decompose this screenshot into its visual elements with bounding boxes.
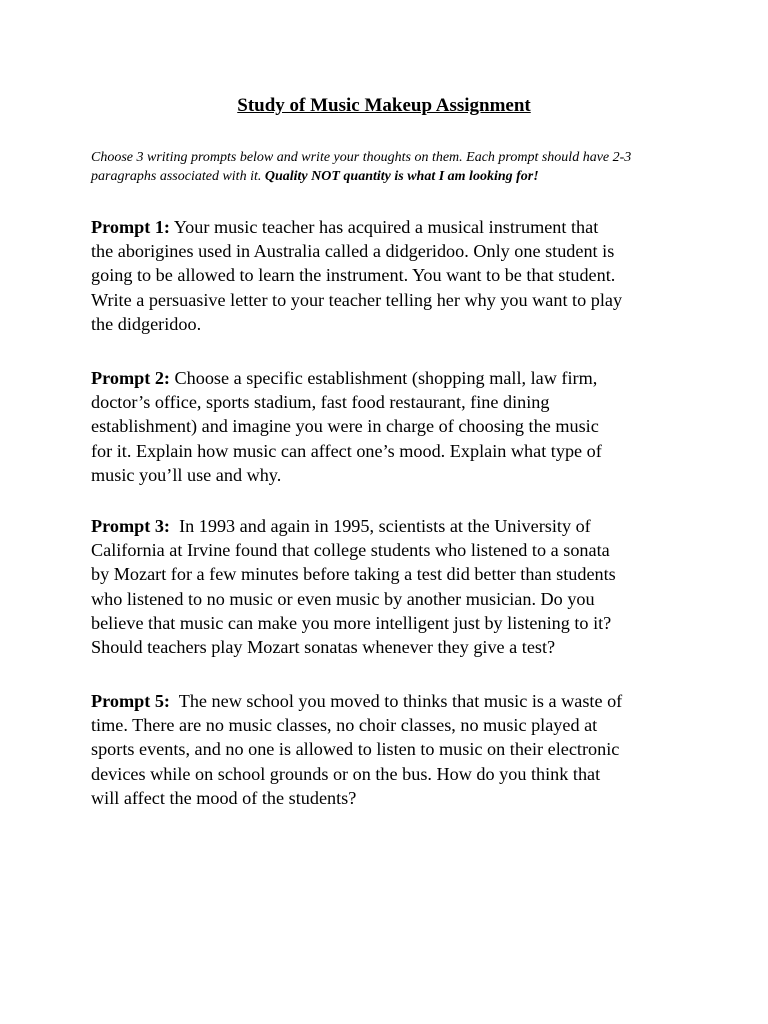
prompt-line: the didgeridoo. xyxy=(91,313,202,334)
prompt-3 xyxy=(91,514,691,659)
prompt-1 xyxy=(91,215,691,336)
prompt-line: the aborigines used in Australia called a didgeridoo. Only one student is xyxy=(91,241,615,262)
prompt-line xyxy=(91,366,691,390)
prompt-line: California at Irvine found that college students who listened to a sonata xyxy=(91,540,610,561)
instructions xyxy=(91,148,701,186)
prompt-line: sports events, and no one is allowed to listen to music on their electronic xyxy=(91,739,620,760)
prompt-line: devices while on school grounds or on the bus. How do you think that xyxy=(91,763,601,784)
prompt-line: establishment) and imagine you were in charge of choosing the music xyxy=(91,416,599,437)
prompt-line xyxy=(91,689,691,713)
prompt-label: Prompt 5: xyxy=(91,691,170,711)
prompt-label: Prompt 2: xyxy=(91,368,170,388)
prompt-line: music you’ll use and why. xyxy=(91,464,282,485)
instructions-line xyxy=(91,167,701,186)
prompt-line: going to be allowed to learn the instrument. You want to be that student. xyxy=(91,265,616,286)
prompt-text: The new school you moved to thinks that music is a waste of xyxy=(169,691,623,711)
document-title: Study of Music Makeup Assignment xyxy=(237,95,531,116)
prompt-text: In 1993 and again in 1995, scientists at the University of xyxy=(169,516,591,536)
prompt-text: Your music teacher has acquired a musical instrument that xyxy=(169,217,599,237)
prompt-line: Write a persuasive letter to your teacher telling her why you want to play xyxy=(91,289,623,310)
prompt-line xyxy=(91,215,691,239)
prompt-line: Should teachers play Mozart sonatas whenever they give a test? xyxy=(91,637,556,658)
prompt-line xyxy=(91,514,691,538)
prompt-5 xyxy=(91,689,691,810)
prompt-line: by Mozart for a few minutes before taking a test did better than students xyxy=(91,564,616,585)
prompt-2 xyxy=(91,366,691,487)
prompt-line: for it. Explain how music can affect one’s mood. Explain what type of xyxy=(91,440,602,461)
prompt-line: will affect the mood of the students? xyxy=(91,787,357,808)
instructions-line: Choose 3 writing prompts below and write your thoughts on them. Each prompt should have 2-3 xyxy=(91,150,632,165)
prompt-line: believe that music can make you more intelligent just by listening to it? xyxy=(91,612,612,633)
prompt-text: Choose a specific establishment (shopping mall, law firm, xyxy=(169,368,598,388)
prompt-line: time. There are no music classes, no choir classes, no music played at xyxy=(91,715,598,736)
instructions-text: paragraphs associated with it. xyxy=(91,169,265,184)
instructions-emphasis: Quality NOT quantity is what I am looking for! xyxy=(264,169,539,184)
prompt-line: doctor’s office, sports stadium, fast food restaurant, fine dining xyxy=(91,392,550,413)
prompt-label: Prompt 3: xyxy=(91,516,170,536)
prompt-line: who listened to no music or even music by another musician. Do you xyxy=(91,588,595,609)
prompt-label: Prompt 1: xyxy=(91,217,170,237)
